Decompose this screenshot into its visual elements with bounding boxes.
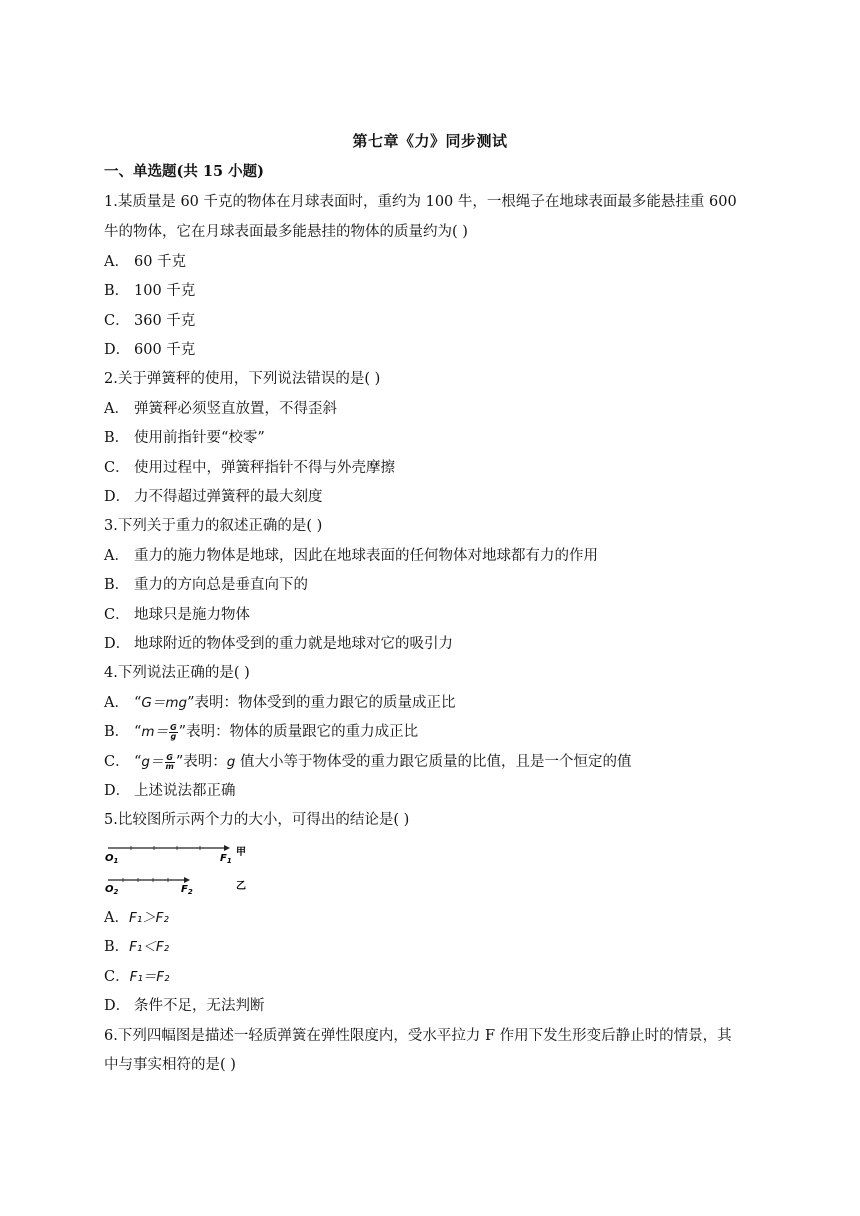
option-text: ”表明：物体受到的重力跟它的质量成正比 <box>187 695 456 711</box>
q3-option-a[interactable] <box>104 544 598 565</box>
fraction-denominator: m <box>165 761 174 771</box>
option-letter: B． <box>104 283 130 299</box>
option-text: 上述说法都正确 <box>134 783 236 799</box>
tag-jia: 甲 <box>236 847 246 858</box>
option-text: 60 千克 <box>134 254 187 270</box>
q1-option-c[interactable] <box>104 309 195 330</box>
fraction-g-over-g <box>169 724 178 741</box>
page-title: 第七章《力》同步测试 <box>352 132 508 150</box>
question-4-stem: 4.下列说法正确的是( ) <box>104 665 250 681</box>
q5-option-c[interactable] <box>104 965 169 986</box>
option-text: 条件不足，无法判断 <box>134 998 265 1014</box>
option-text: 100 千克 <box>134 283 196 299</box>
formula-lhs: m＝ <box>141 724 169 740</box>
q5-option-d[interactable] <box>104 994 265 1015</box>
fraction-numerator: G <box>166 752 173 762</box>
option-letter: D． <box>104 636 131 652</box>
q3-option-d[interactable] <box>104 632 453 653</box>
option-text: 使用前指针要“校零” <box>134 430 265 446</box>
q3-option-b[interactable] <box>104 573 308 594</box>
force-arrow-2-head <box>184 877 190 883</box>
tag-yi: 乙 <box>236 881 246 892</box>
option-letter: A． <box>104 695 129 711</box>
fraction-denominator: g <box>170 731 177 741</box>
option-letter: A． <box>104 401 129 417</box>
option-text: 地球只是施力物体 <box>134 607 250 623</box>
option-text: 重力的施力物体是地球，因此在地球表面的任何物体对地球都有力的作用 <box>134 548 598 564</box>
fraction-g-over-m <box>165 754 175 771</box>
option-letter: B． <box>104 430 130 446</box>
option-letter: D． <box>104 489 131 505</box>
question-1-stem-line-2: 牛的物体，它在月球表面最多能悬挂的物体的质量约为( ) <box>104 224 468 240</box>
option-letter: D． <box>104 783 131 799</box>
q4-option-a[interactable] <box>104 691 456 712</box>
question-3-stem: 3.下列关于重力的叙述正确的是( ) <box>104 518 323 534</box>
question-6-stem-line-2: 中与事实相符的是( ) <box>104 1057 236 1073</box>
option-text-mid: ”表明： <box>175 754 227 770</box>
q5-option-a[interactable] <box>104 906 169 927</box>
quote-open: “ <box>134 695 142 711</box>
quote-open: “ <box>134 724 142 740</box>
q4-option-b[interactable] <box>104 720 418 741</box>
fraction-numerator: G <box>170 722 177 732</box>
option-letter: A． <box>104 910 129 926</box>
section-heading: 一、单选题(共 15 小题) <box>104 163 264 180</box>
q2-option-c[interactable] <box>104 456 395 477</box>
q1-option-d[interactable] <box>104 338 195 359</box>
option-letter: B． <box>104 577 130 593</box>
option-letter: A． <box>104 254 129 270</box>
option-letter: C． <box>104 607 130 623</box>
formula-g-eq-mg: G＝mg <box>141 695 188 711</box>
question-6-stem-line-1: 6.下列四幅图是描述一轻质弹簧在弹性限度内，受水平拉力 F 作用下发生形变后静止时的情景，其 <box>104 1028 732 1044</box>
option-letter: C． <box>104 754 130 770</box>
option-text: 值大小等于物体受的重力跟它质量的比值，且是一个恒定的值 <box>235 754 632 770</box>
q2-option-d[interactable] <box>104 485 323 506</box>
option-text: ”表明：物体的质量跟它的重力成正比 <box>178 724 419 740</box>
force-arrow-1-head <box>224 845 230 851</box>
option-text: 360 千克 <box>134 313 196 329</box>
option-letter: B． <box>104 724 130 740</box>
q2-option-a[interactable] <box>104 397 337 418</box>
question-2-stem: 2.关于弹簧秤的使用，下列说法错误的是( ) <box>104 371 381 387</box>
question-5-stem: 5.比较图所示两个力的大小，可得出的结论是( ) <box>104 812 410 828</box>
q4-option-c[interactable] <box>104 750 631 771</box>
q5-option-b[interactable] <box>104 935 169 956</box>
force-label-f1: $F_1$ <box>220 853 232 865</box>
option-letter: D． <box>104 342 131 358</box>
q1-option-a[interactable] <box>104 250 186 271</box>
option-text: 弹簧秤必须竖直放置，不得歪斜 <box>134 401 337 417</box>
option-text: 重力的方向总是垂直向下的 <box>134 577 308 593</box>
option-text: F₁＝F₂ <box>129 969 170 985</box>
option-text: F₁＜F₂ <box>129 939 170 955</box>
option-letter: A． <box>104 548 129 564</box>
origin-label-1: $O_1$ <box>105 853 119 865</box>
force-comparison-figure <box>104 843 264 895</box>
quote-open: “ <box>134 754 142 770</box>
option-letter: D． <box>104 998 131 1014</box>
option-text: 地球附近的物体受到的重力就是地球对它的吸引力 <box>134 636 453 652</box>
variable-g: g <box>226 754 236 770</box>
q4-option-d[interactable] <box>104 779 236 800</box>
option-letter: C． <box>104 969 130 985</box>
option-text: 使用过程中，弹簧秤指针不得与外壳摩擦 <box>134 460 395 476</box>
q3-option-c[interactable] <box>104 603 250 624</box>
option-letter: C． <box>104 460 130 476</box>
origin-label-2: $O_2$ <box>105 884 119 895</box>
force-label-f2: $F_2$ <box>181 884 193 895</box>
formula-lhs: g＝ <box>141 754 164 770</box>
option-text: 力不得超过弹簧秤的最大刻度 <box>134 489 323 505</box>
question-1-stem-line-1: 1.某质量是 60 千克的物体在月球表面时，重约为 100 牛，一根绳子在地球表面最多能悬挂重 600 <box>104 194 737 210</box>
option-letter: B． <box>104 939 130 955</box>
q2-option-b[interactable] <box>104 426 265 447</box>
option-letter: C． <box>104 313 130 329</box>
q1-option-b[interactable] <box>104 279 195 300</box>
option-text: 600 千克 <box>134 342 196 358</box>
option-text: F₁＞F₂ <box>128 910 169 926</box>
